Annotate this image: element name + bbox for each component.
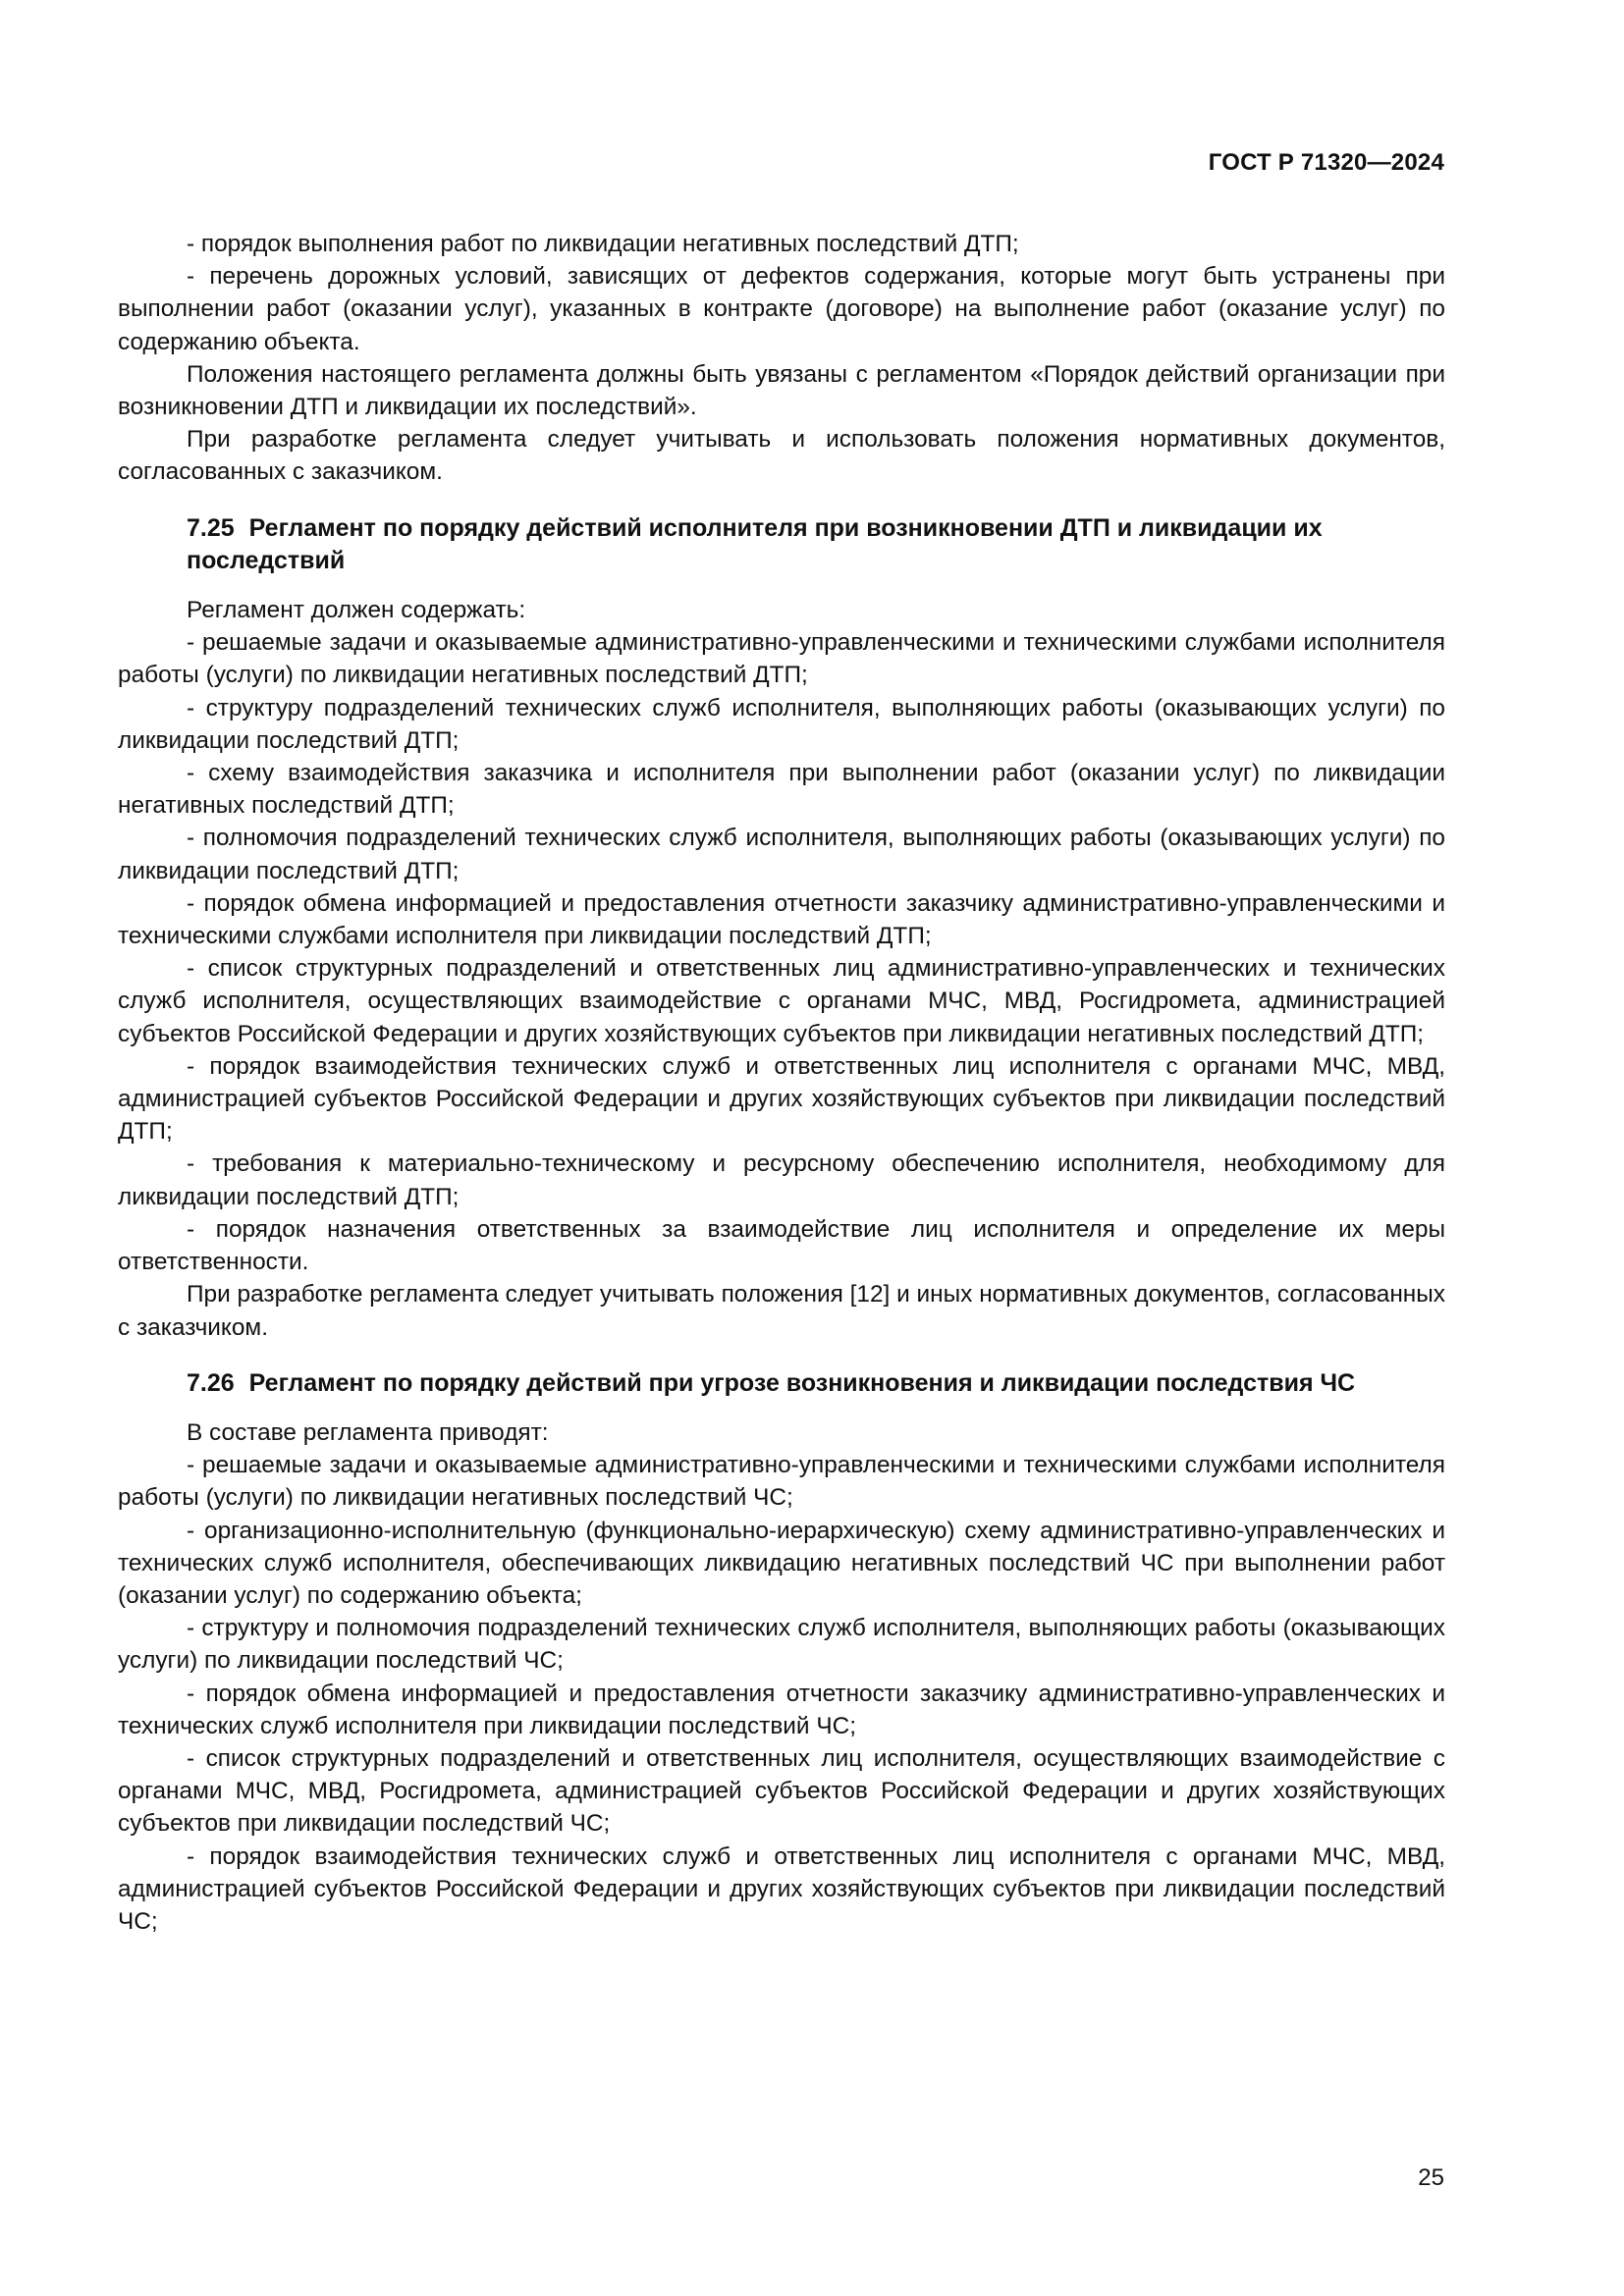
section-lead: Регламент должен содержать: [187, 597, 526, 624]
list-item: - порядок назначения ответственных за взаимодействие лиц исполнителя и определение их меры ответственности. [118, 1215, 1445, 1276]
list-item: - порядок взаимодействия технических служб и ответственных лиц исполнителя с органами МЧС, МВД, администрацией субъектов Российской Федерации и других хозяйствующих субъектов при ликвидации последствий ЧС; [118, 1842, 1445, 1935]
page-number: 25 [1418, 2164, 1444, 2191]
section-lead: В составе регламента приводят: [187, 1418, 549, 1446]
section-heading-7-25 [118, 512, 1445, 577]
list-item: - порядок обмена информацией и предоставления отчетности заказчику административно-управленческими и техническими службами исполнителя при ликвидации последствий ДТП; [118, 889, 1445, 950]
list-item: - структуру и полномочия подразделений технических служб исполнителя, выполняющих работы (оказывающих услуги) по ликвидации последствий ЧС; [118, 1615, 1445, 1675]
section-title: Регламент по порядку действий при угрозе возникновения и ликвидации последствия ЧС [248, 1368, 1356, 1397]
section-heading-7-26 [118, 1367, 1445, 1400]
list-item: - порядок обмена информацией и предоставления отчетности заказчику административно-управленческих и технических служб исполнителя при ликвидации последствий ЧС; [118, 1680, 1445, 1739]
section-title: Регламент по порядку действий исполнителя при возникновении ДТП и ликвидации их последствий [187, 513, 1323, 574]
list-item: - список структурных подразделений и ответственных лиц административно-управленческих и технических служб исполнителя, осуществляющих взаимодействие с органами МЧС, МВД, Росгидромета, администрацией субъектов Российской Федерации и других хозяйствующих субъектов при ликвидации негативных последствий ДТП; [118, 955, 1445, 1047]
paragraph: - порядок выполнения работ по ликвидации негативных последствий ДТП; [187, 231, 1019, 257]
list-item: - схему взаимодействия заказчика и исполнителя при выполнении работ (оказании услуг) по ликвидации негативных последствий ДТП; [118, 760, 1445, 820]
list-item: - требования к материально-техническому и ресурсному обеспечению исполнителя, необходимому для ликвидации последствий ДТП; [118, 1150, 1445, 1210]
document-code-header: ГОСТ Р 71320—2024 [1208, 149, 1444, 176]
list-item: - организационно-исполнительную (функционально-иерархическую) схему административно-управленческих и технических служб исполнителя, обеспечивающих ликвидацию негативных последствий ЧС при выполнении работ (оказании услуг) по содержанию объекта; [118, 1517, 1445, 1609]
list-item: - структуру подразделений технических служб исполнителя, выполняющих работы (оказывающих услуги) по ликвидации последствий ДТП; [118, 694, 1445, 754]
list-item: - полномочия подразделений технических служб исполнителя, выполняющих работы (оказывающих услуги) по ликвидации последствий ДТП; [118, 825, 1445, 884]
page-body [118, 228, 1445, 1938]
paragraph: При разработке регламента следует учитывать и использовать положения нормативных документов, согласованных с заказчиком. [118, 426, 1445, 486]
list-item: - список структурных подразделений и ответственных лиц исполнителя, осуществляющих взаимодействие с органами МЧС, МВД, Росгидромета, администрацией субъектов Российской Федерации и других хозяйствующих субъектов при ликвидации последствий ЧС; [118, 1744, 1445, 1838]
paragraph: - перечень дорожных условий, зависящих от дефектов содержания, которые могут быть устранены при выполнении работ (оказании услуг), указанных в контракте (договоре) на выполнение работ (оказание услуг) по содержанию объекта. [118, 263, 1445, 355]
paragraph: Положения настоящего регламента должны быть увязаны с регламентом «Порядок действий организации при возникновении ДТП и ликвидации их последствий». [118, 360, 1445, 421]
section-number: 7.26 [187, 1368, 235, 1397]
list-item: - порядок взаимодействия технических служб и ответственных лиц исполнителя с органами МЧС, МВД, администрацией субъектов Российской Федерации и других хозяйствующих субъектов при ликвидации последствий ДТП; [118, 1052, 1445, 1146]
paragraph: При разработке регламента следует учитывать положения [12] и иных нормативных документов, согласованных с заказчиком. [118, 1281, 1445, 1341]
list-item: - решаемые задачи и оказываемые административно-управленческими и техническими службами исполнителя работы (услуги) по ликвидации негативных последствий ДТП; [118, 629, 1445, 689]
section-number: 7.25 [187, 513, 235, 542]
list-item: - решаемые задачи и оказываемые административно-управленческими и техническими службами исполнителя работы (услуги) по ликвидации негативных последствий ЧС; [118, 1452, 1445, 1512]
